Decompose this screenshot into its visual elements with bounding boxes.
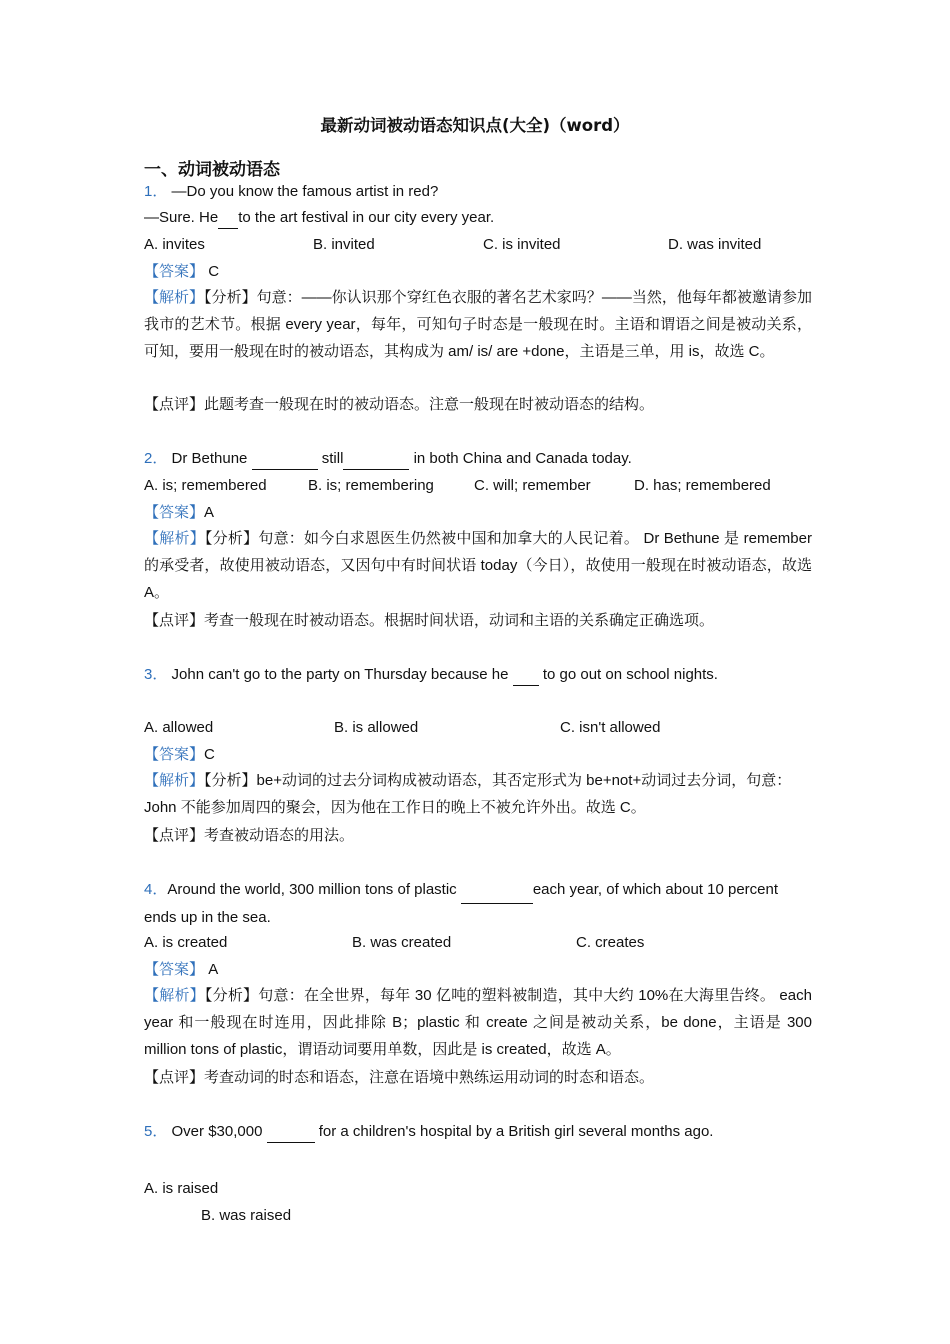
analysis-label: 【解析】 <box>144 987 205 1004</box>
section-heading: 一、动词被动语态 <box>144 160 280 180</box>
comment-line <box>144 826 354 846</box>
question-text: Around the world, 300 million tons of plastic <box>167 881 461 898</box>
comment-text: 考查被动语态的用法。 <box>204 827 355 844</box>
fenxi-label: 【分析】 <box>204 772 257 789</box>
analysis-label: 【解析】 <box>144 772 205 789</box>
option-b: B. was raised <box>201 1207 292 1224</box>
comment-label: 【点评】 <box>144 396 205 413</box>
comment-label: 【点评】 <box>144 1069 205 1086</box>
comment-text: 考查一般现在时被动语态。根据时间状语，动词和主语的关系确定正确选项。 <box>204 612 715 629</box>
comment-line <box>144 611 714 631</box>
question-text: Over $30,000 <box>171 1123 267 1140</box>
analysis-paragraph <box>144 525 812 606</box>
comment-text: 此题考查一般现在时的被动语态。注意一般现在时被动语态的结构。 <box>204 396 655 413</box>
question-number: 4． <box>144 881 168 898</box>
comment-line <box>144 395 654 415</box>
answer-blank <box>267 1122 315 1143</box>
option-d: D. has; remembered <box>634 477 771 494</box>
answer-blank <box>513 665 539 686</box>
answer-blank <box>218 208 238 229</box>
question-3-line <box>144 665 718 686</box>
answer-value: A <box>204 504 215 521</box>
analysis-text: 句意：——你认识那个穿红色衣服的著名艺术家吗？——当然，他每年都被邀请参加我市的艺术节。根据 every year，每年，可知句子时态是一般现在时。主语和谓语之间是被动关系，可知，要用一般现在时的被动语态，其构成为 am/ is/ are +done，主语是三单，用 is，故选 C。 <box>144 289 812 360</box>
analysis-text: 句意：如今白求恩医生仍然被中国和加拿大的人民记着。 Dr Bethune 是 remember 的承受者，故使用被动语态，又因句中有时间状语 today（今日），故使用一般现在时被动语态，故选 A。 <box>144 530 812 601</box>
question-text: Dr Bethune <box>171 450 252 467</box>
option-b: B. is allowed <box>334 719 419 736</box>
question-text: —Sure. He <box>144 209 219 226</box>
option-d: D. was invited <box>668 236 762 253</box>
question-1-line-2 <box>144 208 494 229</box>
question-4-paragraph <box>144 876 812 931</box>
question-text: to go out on school nights. <box>538 666 718 683</box>
option-a: A. is raised <box>144 1180 219 1197</box>
answer-value: A <box>208 961 219 978</box>
fenxi-label: 【分析】 <box>204 530 259 547</box>
answer-blank <box>252 449 318 470</box>
option-b: B. invited <box>313 236 375 253</box>
question-1-line-1 <box>144 182 438 202</box>
option-a: A. allowed <box>144 719 214 736</box>
analysis-paragraph <box>144 982 812 1063</box>
option-a: A. invites <box>144 236 205 253</box>
option-c: C. creates <box>576 934 645 951</box>
document-title: 最新动词被动语态知识点(大全)（word） <box>320 116 630 135</box>
question-text: to the art festival in our city every year. <box>238 209 495 226</box>
answer-value: C <box>204 746 215 763</box>
option-c: C. will; remember <box>474 477 591 494</box>
question-number: 5． <box>144 1123 168 1140</box>
question-text: in both China and Canada today. <box>409 450 632 467</box>
option-b: B. was created <box>352 934 452 951</box>
answer-line <box>144 503 214 523</box>
question-5-line <box>144 1122 713 1143</box>
analysis-label: 【解析】 <box>144 289 205 306</box>
fenxi-label: 【分析】 <box>204 987 259 1004</box>
question-text: still <box>317 450 344 467</box>
question-text: each year, of which about 10 percent ends up in the sea. <box>144 881 779 926</box>
question-number: 1． <box>144 183 168 200</box>
question-number: 3． <box>144 666 168 683</box>
answer-label: 【答案】 <box>144 504 205 521</box>
question-text: John can't go to the party on Thursday because he <box>171 666 513 683</box>
question-text: for a children's hospital by a British girl several months ago. <box>314 1123 714 1140</box>
option-c: C. isn't allowed <box>560 719 661 736</box>
comment-label: 【点评】 <box>144 827 205 844</box>
answer-line <box>144 960 218 980</box>
comment-label: 【点评】 <box>144 612 205 629</box>
option-c: C. is invited <box>483 236 561 253</box>
comment-line <box>144 1068 654 1088</box>
answer-line <box>144 745 215 765</box>
analysis-label: 【解析】 <box>144 530 205 547</box>
analysis-paragraph <box>144 767 818 821</box>
option-a: A. is; remembered <box>144 477 267 494</box>
analysis-text: 句意：在全世界，每年 30 亿吨的塑料被制造，其中大约 10%在大海里告终。 each year 和一般现在时连用，因此排除 B；plastic 和 create 之间是被动关系，be done，主语是 300 million tons of plastic，谓语动词要用单数，因此是 is created，故选 A。 <box>144 987 812 1058</box>
answer-label: 【答案】 <box>144 263 205 280</box>
question-2-line <box>144 449 632 470</box>
question-number: 2． <box>144 450 168 467</box>
analysis-paragraph <box>144 284 812 365</box>
answer-value: C <box>208 263 220 280</box>
answer-label: 【答案】 <box>144 961 205 978</box>
answer-blank <box>343 449 409 470</box>
analysis-text: be+动词的过去分词构成被动语态，其否定形式为 be+not+动词过去分词，句意：John 不能参加周四的聚会，因为他在工作日的晚上不被允许外出。故选 C。 <box>144 772 792 816</box>
option-b: B. is; remembering <box>308 477 434 494</box>
fenxi-label: 【分析】 <box>204 289 257 306</box>
option-a: A. is created <box>144 934 228 951</box>
answer-line <box>144 262 219 282</box>
comment-text: 考查动词的时态和语态，注意在语境中熟练运用动词的时态和语态。 <box>204 1069 655 1086</box>
answer-label: 【答案】 <box>144 746 205 763</box>
answer-blank <box>461 876 533 904</box>
question-text: —Do you know the famous artist in red? <box>171 183 439 200</box>
